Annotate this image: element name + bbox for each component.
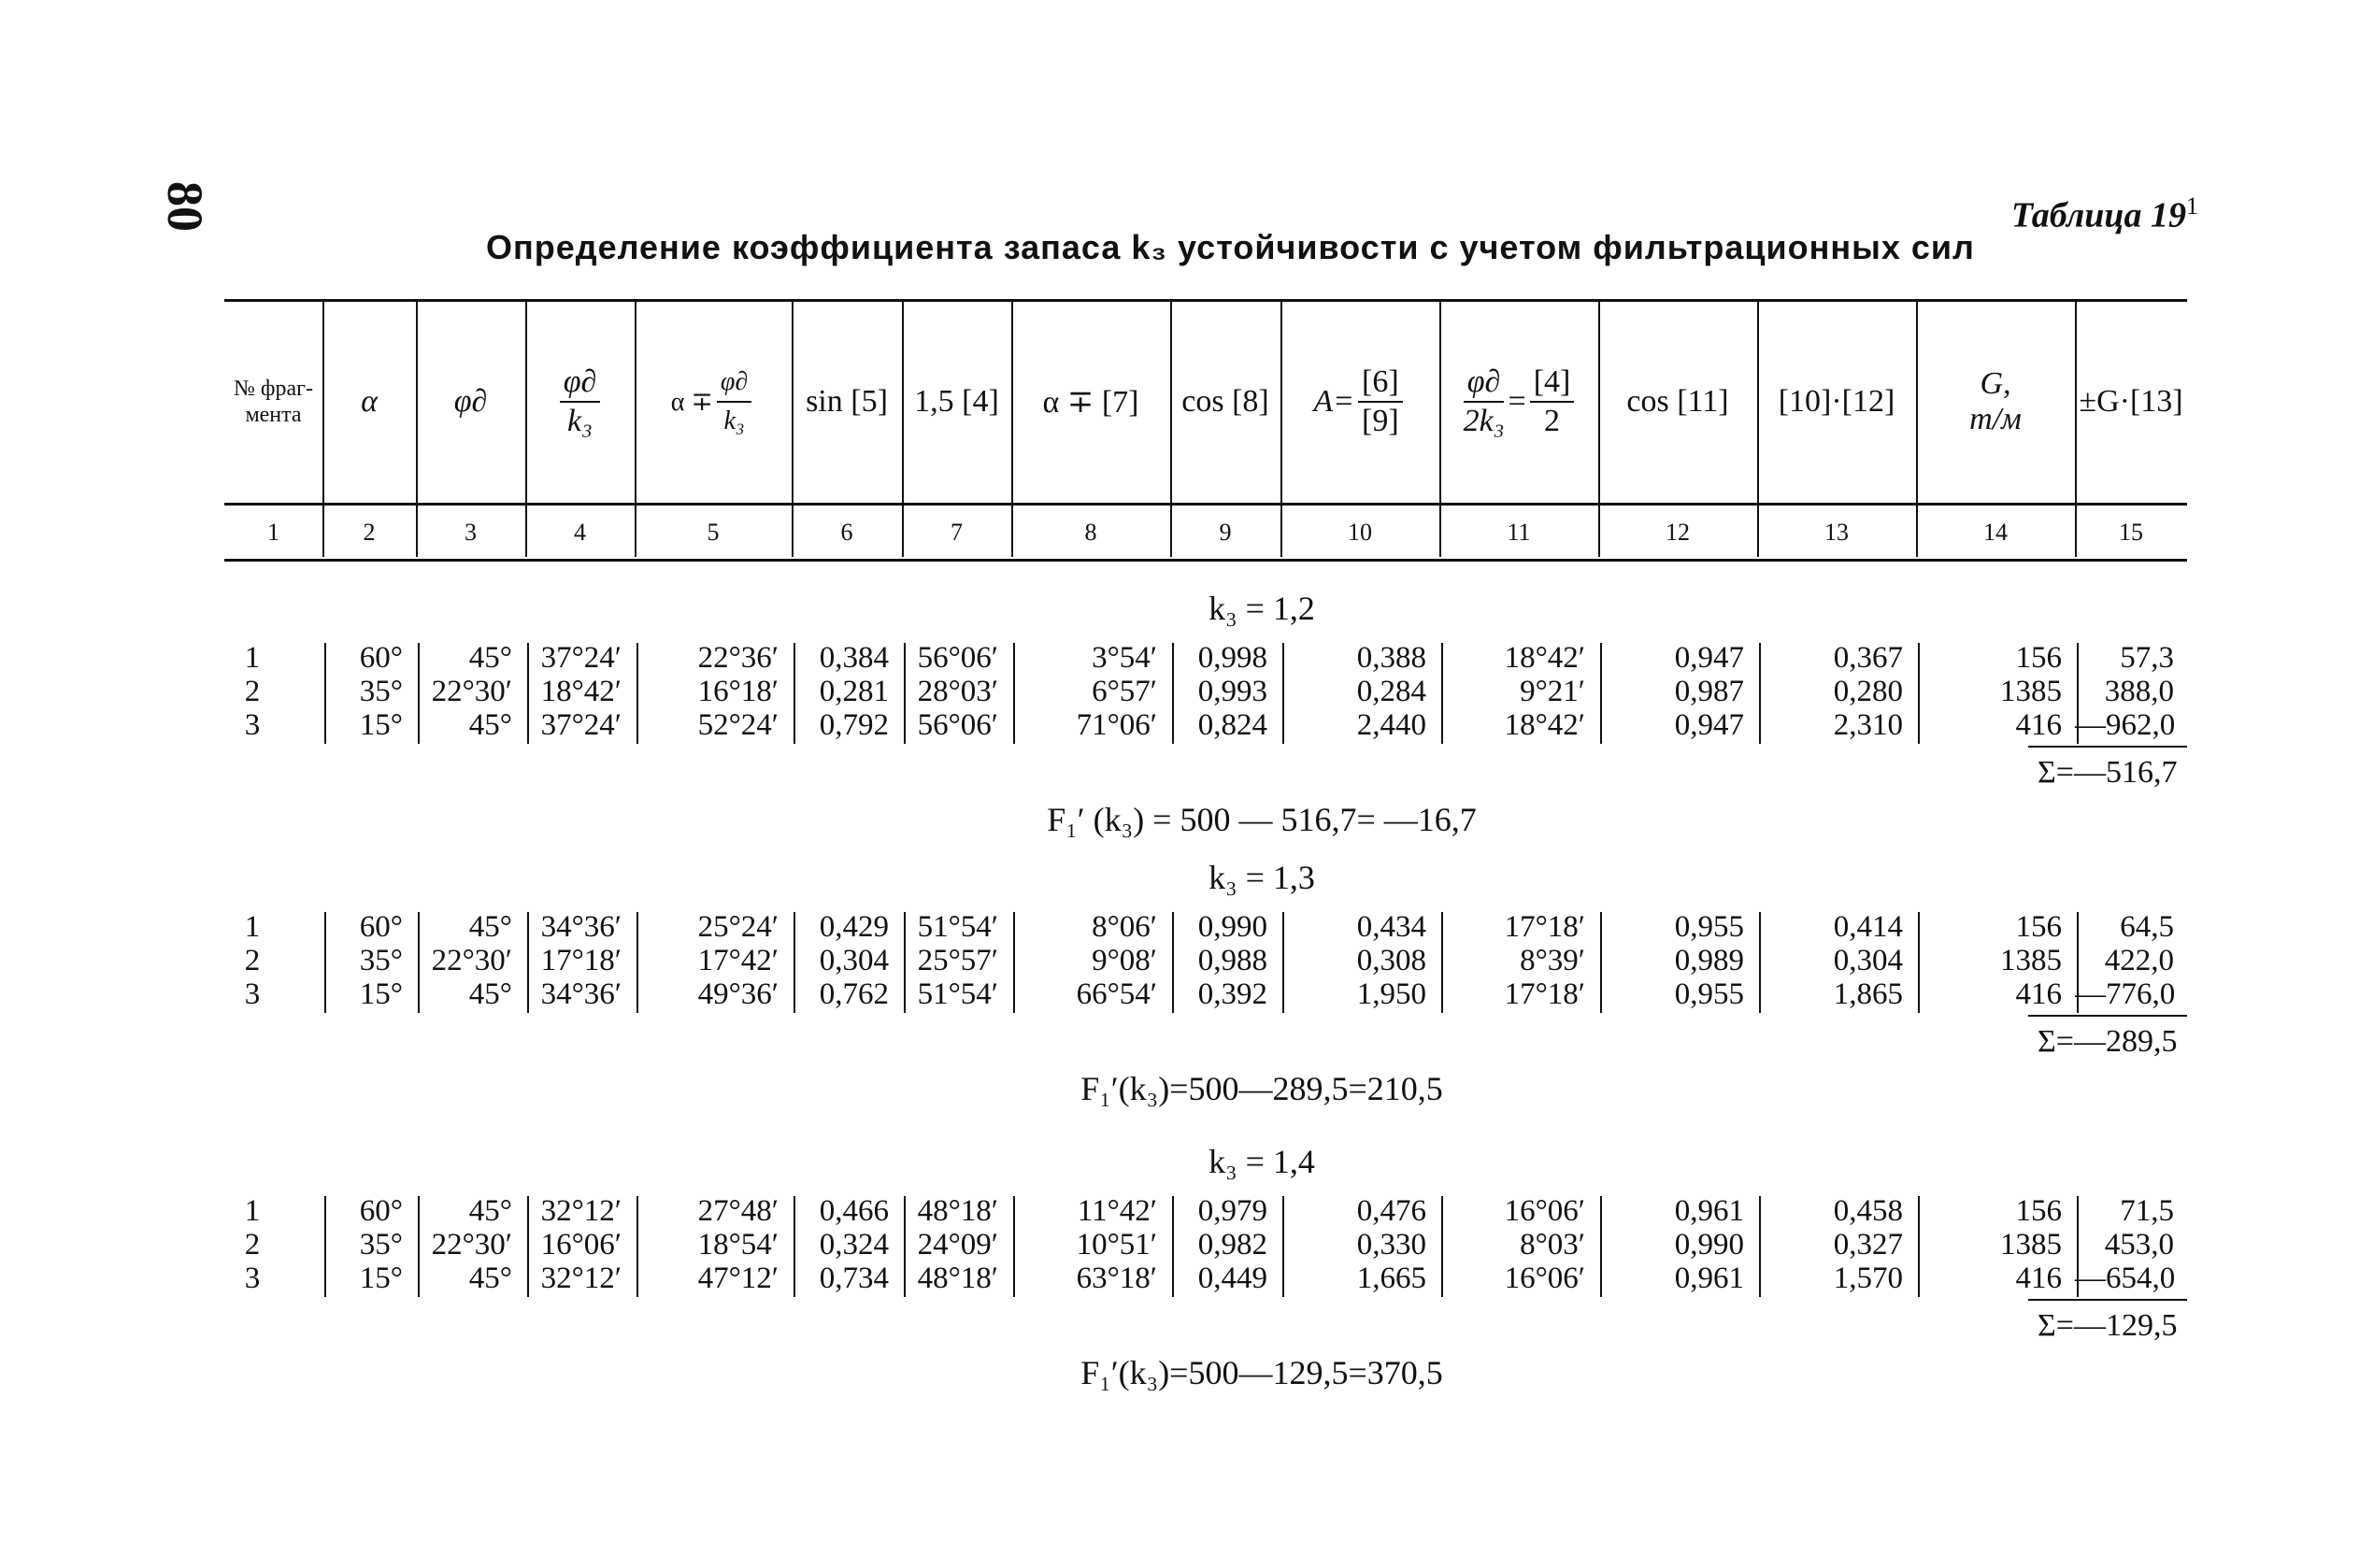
table-cell: 34°36′ (540, 910, 622, 944)
table-cell: 48°18′ (917, 1194, 998, 1228)
table-cell: 18°42′ (1504, 641, 1585, 675)
table-cell: 1385 (2000, 1228, 2062, 1262)
table-cell: 0,993 (1197, 675, 1267, 708)
header-column-number: 5 (707, 519, 720, 546)
row-column-divider (527, 1196, 529, 1297)
table-cell: 56°06′ (917, 708, 998, 742)
header-column-number: 7 (951, 519, 963, 546)
header-column-number: 12 (1666, 519, 1690, 546)
table-cell: 1385 (2000, 675, 2062, 708)
row-column-divider (418, 912, 420, 1013)
row-column-divider (794, 643, 795, 744)
table-cell: 0,330 (1356, 1228, 1426, 1262)
header-cell-fragment: № фраг- мента (234, 377, 313, 427)
table-cell: 52°24′ (697, 708, 779, 742)
table-cell: 27°48′ (697, 1194, 779, 1228)
table-cell: 0,979 (1197, 1194, 1267, 1228)
header-column-number: 15 (2119, 519, 2143, 546)
table-cell: 0,434 (1356, 910, 1426, 944)
row-column-divider (904, 1196, 906, 1297)
table-cell: 0,304 (819, 944, 889, 977)
table-cell: 0,388 (1356, 641, 1426, 675)
table-cell: 60° (359, 641, 403, 675)
sum-underline (2028, 1299, 2187, 1301)
table-cell: 32°12′ (540, 1194, 622, 1228)
fragment-number: 2 (244, 1228, 261, 1262)
table-cell: 156 (2015, 1194, 2062, 1228)
table-cell: 17°18′ (1504, 910, 1585, 944)
row-column-divider (324, 643, 326, 744)
fragment-number: 3 (244, 1262, 261, 1295)
row-column-divider (636, 1196, 638, 1297)
table-cell: 0,392 (1197, 977, 1267, 1011)
row-column-divider (1600, 912, 1602, 1013)
table-cell: 0,280 (1833, 675, 1903, 708)
header-cell-alpha-minus-7: α ∓ [7] (1042, 385, 1139, 420)
table-cell: 45° (468, 1262, 512, 1295)
table-cell: 16°18′ (697, 675, 779, 708)
table-cell: 37°24′ (540, 708, 622, 742)
table-cell: 0,947 (1674, 708, 1744, 742)
header-cell-cos8: cos [8] (1181, 384, 1269, 419)
header-column-number: 8 (1084, 519, 1097, 546)
header-top-rule (224, 299, 2187, 302)
header-cell-phi-over-k: $\frac{\varphi\partial}{\text{k₃}}$ (525, 308, 635, 495)
row-column-divider (1918, 912, 1920, 1013)
table-cell: 22°36′ (697, 641, 779, 675)
table-cell: 15° (359, 977, 403, 1011)
table-cell: 1,665 (1356, 1262, 1426, 1295)
table-cell: 32°12′ (540, 1262, 622, 1295)
table-cell: 8°06′ (1092, 910, 1157, 944)
table-cell: 22°30′ (431, 1228, 512, 1262)
table-cell: 0,367 (1833, 641, 1903, 675)
table-cell: —776,0 (2075, 977, 2176, 1011)
header-bottom-rule (224, 559, 2187, 562)
row-column-divider (1918, 643, 1920, 744)
row-column-divider (2077, 912, 2079, 1013)
table-cell: 71,5 (2120, 1194, 2174, 1228)
row-column-divider (418, 643, 420, 744)
table-cell: 0,304 (1833, 944, 1903, 977)
table-cell: 60° (359, 910, 403, 944)
row-column-divider (527, 643, 529, 744)
table-cell: 17°42′ (697, 944, 779, 977)
header-cell-phi-over-2k: $\frac{\varphi\partial}{\text{2k₃}}$ = $\frac{[4]}{2}$ (1439, 308, 1598, 495)
section-k-label: k₃ = 1,3 (1208, 859, 1315, 896)
sum-value: Σ=—289,5 (2038, 1024, 2178, 1059)
table-cell: 56°06′ (917, 641, 998, 675)
row-column-divider (1013, 643, 1015, 744)
header-cell-cos11: cos [11] (1626, 384, 1729, 419)
header-column-number: 4 (574, 519, 586, 546)
table-cell: 48°18′ (917, 1262, 998, 1295)
table-cell: 15° (359, 1262, 403, 1295)
table-cell: 6°57′ (1092, 675, 1157, 708)
row-column-divider (1172, 643, 1174, 744)
table-cell: 11°42′ (1077, 1194, 1157, 1228)
table-cell: 416 (2015, 977, 2062, 1011)
row-column-divider (1600, 1196, 1602, 1297)
table-cell: 16°06′ (1504, 1194, 1585, 1228)
table-cell: 0,988 (1197, 944, 1267, 977)
row-column-divider (794, 912, 795, 1013)
row-column-divider (1013, 912, 1015, 1013)
table-cell: 64,5 (2120, 910, 2174, 944)
table-cell: 1,950 (1356, 977, 1426, 1011)
table-cell: 22°30′ (431, 944, 512, 977)
header-column-number: 10 (1348, 519, 1372, 546)
row-column-divider (527, 912, 529, 1013)
table-cell: 45° (468, 641, 512, 675)
row-column-divider (1013, 1196, 1015, 1297)
table-cell: 0,792 (819, 708, 889, 742)
header-column-number: 9 (1219, 519, 1232, 546)
table-cell: 24°09′ (917, 1228, 998, 1262)
header-mid-rule (224, 503, 2187, 506)
header-column-number: 6 (840, 519, 853, 546)
row-column-divider (1918, 1196, 1920, 1297)
table-cell: 66°54′ (1076, 977, 1157, 1011)
table-cell: 0,961 (1674, 1262, 1744, 1295)
fragment-number: 2 (244, 675, 261, 708)
row-column-divider (904, 912, 906, 1013)
table-cell: 17°18′ (540, 944, 622, 977)
table-cell: 47°12′ (697, 1262, 779, 1295)
table-cell: 18°42′ (540, 675, 622, 708)
header-cell-sin: sin [5] (806, 384, 888, 419)
table-cell: 63°18′ (1076, 1262, 1157, 1295)
table-cell: 25°57′ (917, 944, 998, 977)
table-cell: 9°21′ (1520, 675, 1585, 708)
table-cell: 45° (468, 977, 512, 1011)
row-column-divider (1441, 1196, 1443, 1297)
table-cell: 45° (468, 910, 512, 944)
header-column-number: 13 (1824, 519, 1849, 546)
header-column-number: 14 (1983, 519, 2008, 546)
row-column-divider (1600, 643, 1602, 744)
header-column-number: 1 (267, 519, 279, 546)
row-column-divider (636, 912, 638, 1013)
header-column-number: 3 (465, 519, 477, 546)
sum-value: Σ=—129,5 (2038, 1308, 2178, 1343)
page-number: 80 (157, 181, 213, 232)
row-column-divider (2077, 643, 2079, 744)
table-cell: 0,990 (1197, 910, 1267, 944)
table-cell: 45° (468, 708, 512, 742)
table-cell: 453,0 (2104, 1228, 2174, 1262)
table-cell: 49°36′ (697, 977, 779, 1011)
table-cell: 2,310 (1833, 708, 1903, 742)
row-column-divider (1282, 1196, 1284, 1297)
table-cell: 22°30′ (431, 675, 512, 708)
table-cell: 156 (2015, 910, 2062, 944)
table-cell: 0,308 (1356, 944, 1426, 977)
table-cell: 3°54′ (1092, 641, 1157, 675)
table-cell: —962,0 (2075, 708, 2176, 742)
table-cell: 0,449 (1197, 1262, 1267, 1295)
header-cell-one-five: 1,5 [4] (914, 384, 999, 419)
table-cell: 8°03′ (1520, 1228, 1585, 1262)
table-cell: 16°06′ (540, 1228, 622, 1262)
table-cell: 0,284 (1356, 675, 1426, 708)
table-cell: 0,955 (1674, 910, 1744, 944)
table-cell: 28°03′ (917, 675, 998, 708)
table-cell: 45° (468, 1194, 512, 1228)
table-cell: 0,990 (1674, 1228, 1744, 1262)
table-number: Таблица $19^1$ (2010, 192, 2198, 235)
sum-underline (2028, 746, 2187, 748)
row-column-divider (1759, 1196, 1761, 1297)
section-k-label: k₃ = 1,2 (1208, 590, 1315, 627)
table-cell: 0,476 (1356, 1194, 1426, 1228)
table-cell: 37°24′ (540, 641, 622, 675)
table-cell: 18°54′ (697, 1228, 779, 1262)
table-cell: 0,998 (1197, 641, 1267, 675)
result-formula: F₁′ (k₃) = 500 — 516,7= —16,7 (1047, 801, 1477, 838)
table-cell: 35° (359, 675, 403, 708)
table-cell: 0,982 (1197, 1228, 1267, 1262)
table-cell: 0,429 (819, 910, 889, 944)
table-cell: 1,865 (1833, 977, 1903, 1011)
table-cell: 35° (359, 944, 403, 977)
table-cell: 0,824 (1197, 708, 1267, 742)
row-column-divider (1759, 912, 1761, 1013)
header-cell-alpha-minus: α ∓ $\frac{\varphi\partial}{\text{k₃}}$ (635, 308, 792, 495)
sum-value: Σ=—516,7 (2038, 755, 2178, 790)
table-cell: 0,458 (1833, 1194, 1903, 1228)
table-cell: 34°36′ (540, 977, 622, 1011)
row-column-divider (636, 643, 638, 744)
row-column-divider (1282, 643, 1284, 744)
table-cell: 0,384 (819, 641, 889, 675)
table-cell: 9°08′ (1092, 944, 1157, 977)
table-cell: 10°51′ (1076, 1228, 1157, 1262)
table-cell: 1385 (2000, 944, 2062, 977)
header-cell-a: A= $\frac{[6]}{[9]}$ (1280, 308, 1439, 495)
table-cell: 0,281 (819, 675, 889, 708)
table-cell: 0,961 (1674, 1194, 1744, 1228)
row-column-divider (418, 1196, 420, 1297)
table-cell: 2,440 (1356, 708, 1426, 742)
table-cell: 15° (359, 708, 403, 742)
table-cell: 0,762 (819, 977, 889, 1011)
fragment-number: 1 (244, 641, 261, 675)
row-column-divider (794, 1196, 795, 1297)
table-cell: 0,324 (819, 1228, 889, 1262)
table-cell: —654,0 (2075, 1262, 2176, 1295)
row-column-divider (1759, 643, 1761, 744)
table-cell: 416 (2015, 1262, 2062, 1295)
table-cell: 0,955 (1674, 977, 1744, 1011)
header-column-number: 11 (1507, 519, 1531, 546)
table-cell: 18°42′ (1504, 708, 1585, 742)
row-column-divider (904, 643, 906, 744)
table-cell: 0,414 (1833, 910, 1903, 944)
table-cell: 0,466 (819, 1194, 889, 1228)
header-column-number: 2 (363, 519, 376, 546)
table-cell: 0,327 (1833, 1228, 1903, 1262)
result-formula: F₁′(k₃)=500—289,5=210,5 (1080, 1070, 1443, 1107)
result-formula: F₁′(k₃)=500—129,5=370,5 (1080, 1354, 1443, 1391)
row-column-divider (324, 912, 326, 1013)
table-cell: 16°06′ (1504, 1262, 1585, 1295)
table-cell: 71°06′ (1076, 708, 1157, 742)
row-column-divider (1172, 1196, 1174, 1297)
table-cell: 51°54′ (917, 910, 998, 944)
row-column-divider (1282, 912, 1284, 1013)
table-cell: 0,987 (1674, 675, 1744, 708)
table-cell: 0,989 (1674, 944, 1744, 977)
table-cell: 8°39′ (1520, 944, 1585, 977)
row-column-divider (2077, 1196, 2079, 1297)
row-column-divider (324, 1196, 326, 1297)
fragment-number: 1 (244, 1194, 261, 1228)
table-title: Определение коэффициента запаса k₃ устойчивости с учетом фильтрационных сил (486, 228, 1975, 266)
table-cell: 1,570 (1833, 1262, 1903, 1295)
table-cell: 416 (2015, 708, 2062, 742)
header-cell-product: [10]·[12] (1778, 384, 1895, 419)
table-cell: 17°18′ (1504, 977, 1585, 1011)
row-column-divider (1441, 643, 1443, 744)
fragment-number: 1 (244, 910, 261, 944)
fragment-number: 2 (244, 944, 261, 977)
row-column-divider (1172, 912, 1174, 1013)
row-column-divider (1441, 912, 1443, 1013)
table-cell: 51°54′ (917, 977, 998, 1011)
table-cell: 0,734 (819, 1262, 889, 1295)
fragment-number: 3 (244, 708, 261, 742)
table-cell: 388,0 (2104, 675, 2174, 708)
fragment-number: 3 (244, 977, 261, 1011)
table-cell: 156 (2015, 641, 2062, 675)
table-cell: 60° (359, 1194, 403, 1228)
sum-underline (2028, 1015, 2187, 1017)
section-k-label: k₃ = 1,4 (1208, 1143, 1315, 1180)
table-cell: 422,0 (2104, 944, 2174, 977)
table-cell: 25°24′ (697, 910, 779, 944)
header-cell-phi: φ∂ (453, 384, 488, 419)
table-cell: 57,3 (2120, 641, 2174, 675)
header-cell-g: G, т/м (1969, 366, 2022, 436)
header-cell-pm-g: ±G·[13] (2079, 384, 2183, 419)
header-cell-alpha: α (361, 384, 378, 419)
table-cell: 35° (359, 1228, 403, 1262)
table-cell: 0,947 (1674, 641, 1744, 675)
